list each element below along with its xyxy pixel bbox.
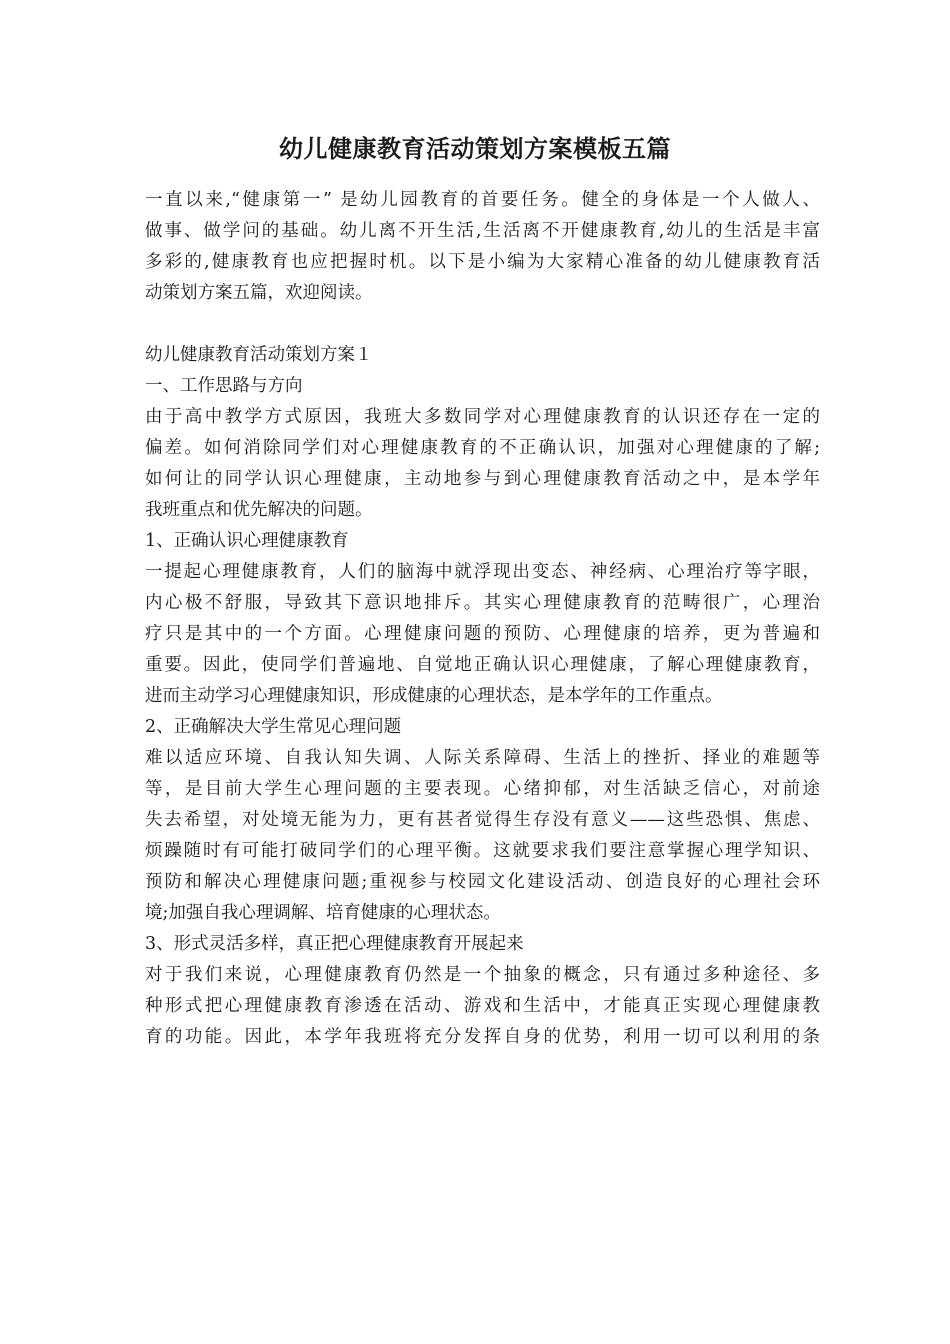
paragraph-line: 重要。因此，使同学们普遍地、自觉地正确认识心理健康，了解心理健康教育， <box>145 655 820 675</box>
paragraph-line: 疗只是其中的一个方面。心理健康问题的预防、心理健康的培养，更为普遍和 <box>145 624 820 644</box>
intro-line: 动策划方案五篇，欢迎阅读。 <box>145 283 373 303</box>
paragraph-line: 种形式把心理健康教育渗透在活动、游戏和生活中，才能真正实现心理健康教 <box>145 996 820 1016</box>
paragraph-line: 由于高中教学方式原因，我班大多数同学对心理健康教育的认识还存在一定的 <box>145 407 820 427</box>
paragraph-line: 失去希望，对处境无能为力，更有甚者觉得生存没有意义——这些恐惧、焦虑、 <box>145 810 820 830</box>
intro-line: 多彩的,健康教育也应把握时机。以下是小编为大家精心准备的幼儿健康教育活 <box>145 252 820 272</box>
paragraph-line: 烦躁随时有可能打破同学们的心理平衡。这就要求我们要注意掌握心理学知识、 <box>145 841 820 861</box>
paragraph-line: 如何让的同学认识心理健康，主动地参与到心理健康教育活动之中，是本学年 <box>145 469 820 489</box>
paragraph-line: 境;加强自我心理调解、培育健康的心理状态。 <box>145 903 501 923</box>
paragraph-line: 难以适应环境、自我认知失调、人际关系障碍、生活上的挫折、择业的难题等 <box>145 748 820 768</box>
paragraph-line: 预防和解决心理健康问题;重视参与校园文化建设活动、创造良好的心理社会环 <box>145 872 820 892</box>
subsection-heading: 1、正确认识心理健康教育 <box>145 531 349 551</box>
subsection-heading: 3、形式灵活多样，真正把心理健康教育开展起来 <box>145 934 524 954</box>
paragraph-gap <box>145 309 820 340</box>
paragraph-line: 偏差。如何消除同学们对心理健康教育的不正确认识，加强对心理健康的了解; <box>145 438 820 458</box>
paragraph-line: 内心极不舒服，导致其下意识地排斥。其实心理健康教育的范畴很广，心理治 <box>145 593 820 613</box>
document-body <box>145 185 820 1053</box>
paragraph-line: 等，是目前大学生心理问题的主要表现。心绪抑郁，对生活缺乏信心，对前途 <box>145 779 820 799</box>
section-heading: 幼儿健康教育活动策划方案１ <box>145 345 373 365</box>
document-title: 幼儿健康教育活动策划方案模板五篇 <box>279 134 671 163</box>
subsection-heading: 2、正确解决大学生常见心理问题 <box>145 717 402 737</box>
paragraph-line: 我班重点和优先解决的问题。 <box>145 500 373 520</box>
intro-line: 一直以来,“健康第一” 是幼儿园教育的首要任务。健全的身体是一个人做人、 <box>145 190 820 210</box>
subsection-heading: 一、工作思路与方向 <box>145 376 303 396</box>
intro-line: 做事、做学问的基础。幼儿离不开生活,生活离不开健康教育,幼儿的生活是丰富 <box>145 221 820 241</box>
paragraph-line: 育的功能。因此，本学年我班将充分发挥自身的优势，利用一切可以利用的条 <box>145 1027 820 1047</box>
paragraph-line: 一提起心理健康教育，人们的脑海中就浮现出变态、神经病、心理治疗等字眼， <box>145 562 820 582</box>
paragraph-line: 对于我们来说，心理健康教育仍然是一个抽象的概念，只有通过多种途径、多 <box>145 965 820 985</box>
paragraph-line: 进而主动学习心理健康知识，形成健康的心理状态，是本学年的工作重点。 <box>145 686 723 706</box>
